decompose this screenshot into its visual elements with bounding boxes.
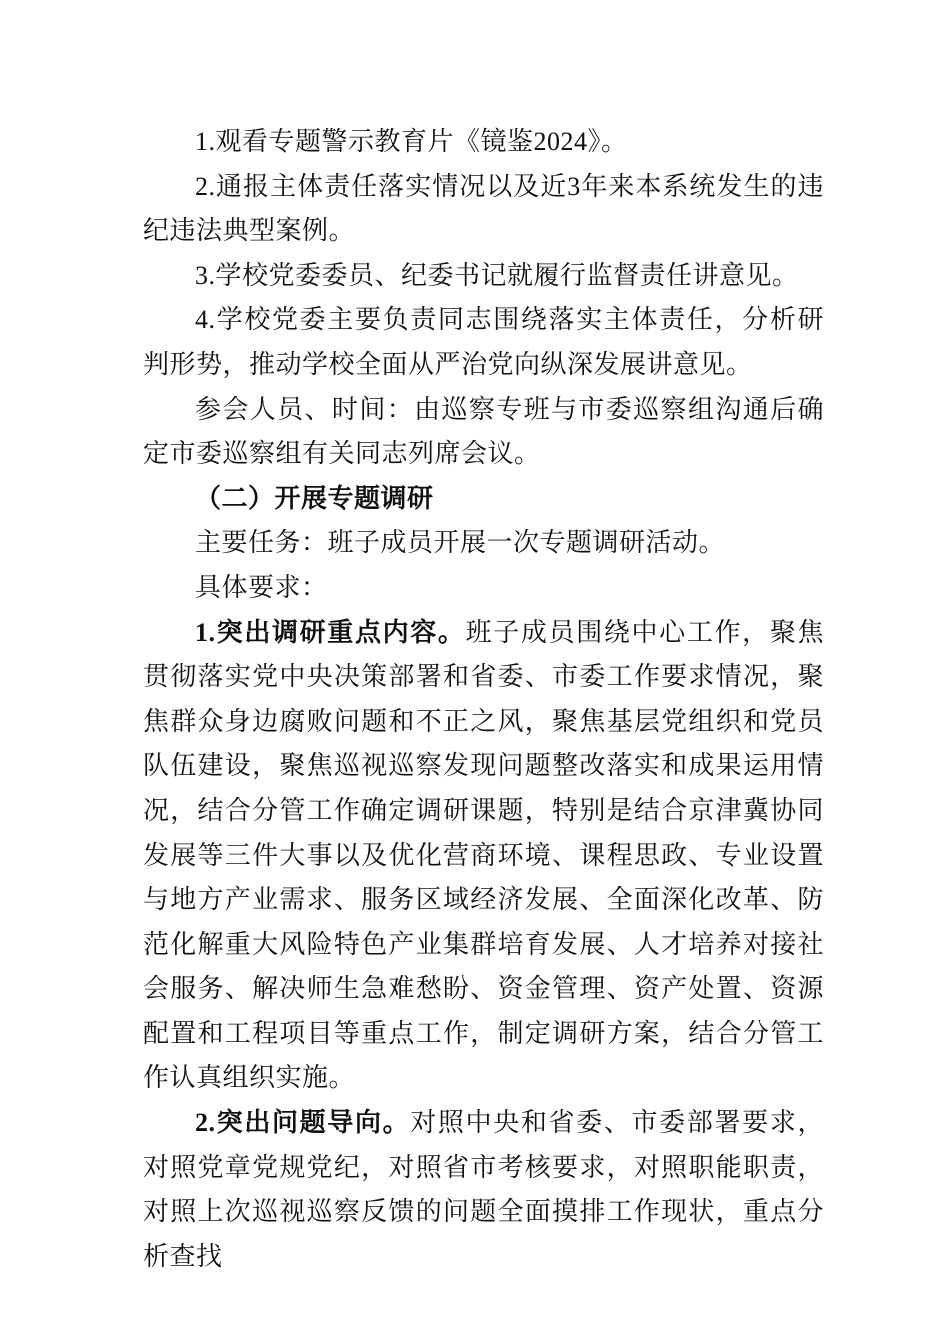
- paragraph: [143, 566, 824, 611]
- paragraph: [143, 298, 824, 387]
- paragraph-text: 2.通报主体责任落实情况以及近3年来本系统发生的违纪违法典型案例。: [143, 171, 824, 246]
- paragraph-text: 4.学校党委主要负责同志围绕落实主体责任，分析研判形势，推动学校全面从严治党向纵深发展讲意见。: [143, 305, 824, 379]
- paragraph: [143, 165, 824, 254]
- paragraph: [143, 1101, 824, 1279]
- paragraph-bold-lead: 1.突出调研重点内容。: [195, 617, 466, 647]
- document-body: [143, 120, 824, 1279]
- paragraph-text: 班子成员围绕中心工作，聚焦贯彻落实党中央决策部署和省委、市委工作要求情况，聚焦群众身边腐败问题和不正之风，聚焦基层党组织和党员队伍建设，聚焦巡视巡察发现问题整改落实和成果运用情况，结合分管工作确定调研课题，特别是结合京津冀协同发展等三件大事以及优化营商环境、课程思政、专业设置与地方产业需求、服务区域经济发展、全面深化改革、防范化解重大风险特色产业集群培育发展、人才培养对接社会服务、解决师生急难愁盼、资金管理、资产处置、资源配置和工程项目等重点工作，制定调研方案，结合分管工作认真组织实施。: [143, 617, 824, 1093]
- paragraph-bold-lead: 2.突出问题导向。: [195, 1108, 411, 1138]
- paragraph-bold-text: （二）开展专题调研: [195, 483, 434, 513]
- paragraph: [143, 611, 824, 1102]
- paragraph-text: 主要任务：班子成员开展一次专题调研活动。: [195, 528, 726, 558]
- paragraph-text: 3.学校党委委员、纪委书记就履行监督责任讲意见。: [195, 260, 799, 290]
- paragraph-text: 对照中央和省委、市委部署要求，对照党章党规党纪，对照省市考核要求，对照职能职责，对照上次巡视巡察反馈的问题全面摸排工作现状，重点分析查找: [143, 1108, 824, 1271]
- paragraph: [143, 254, 824, 299]
- paragraph: [143, 477, 824, 522]
- paragraph-text: 参会人员、时间：由巡察专班与市委巡察组沟通后确定市委巡察组有关同志列席会议。: [143, 394, 824, 469]
- paragraph: [143, 120, 824, 165]
- paragraph-text: 具体要求：: [195, 572, 328, 602]
- paragraph-text: 1.观看专题警示教育片《镜鉴2024》。: [195, 127, 628, 156]
- paragraph: [143, 388, 824, 477]
- paragraph: [143, 521, 824, 566]
